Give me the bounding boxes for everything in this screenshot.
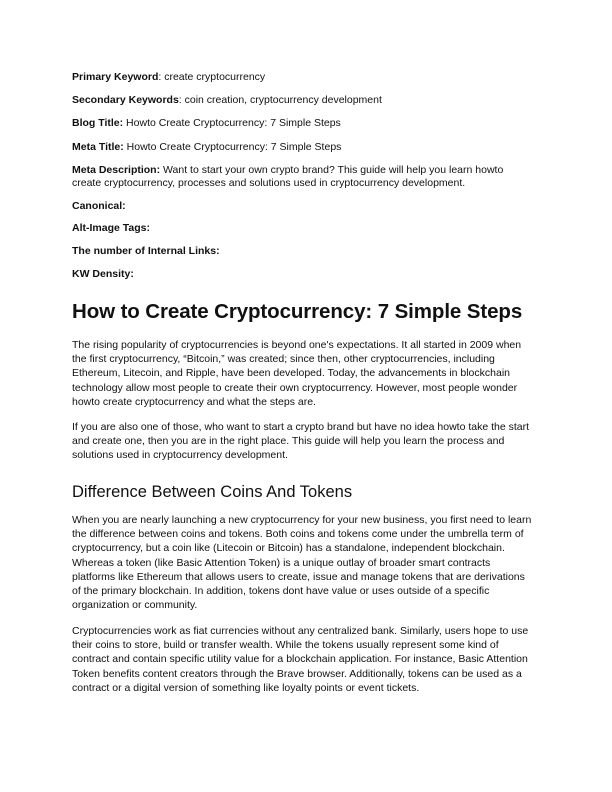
alt-image-tags-label: Alt-Image Tags: [72, 222, 150, 234]
blog-title-value: Howto Create Cryptocurrency: 7 Simple Steps [123, 117, 341, 129]
intro-paragraph-2: If you are also one of those, who want to start a crypto brand but have no idea howto take the start and create one, then you are in the right place. This guide will help you learn the process and solutions used in cryptocurrency development. [72, 421, 530, 462]
secondary-keywords-label: Secondary Keywords [72, 94, 179, 106]
primary-keyword-line [72, 71, 540, 84]
internal-links-line [72, 245, 540, 258]
alt-image-tags-line [72, 222, 540, 235]
canonical-label: Canonical: [72, 200, 126, 212]
meta-title-line [72, 141, 540, 154]
meta-title-label: Meta Title: [72, 141, 124, 153]
kw-density-line [72, 268, 540, 281]
internal-links-label: The number of Internal Links: [72, 245, 220, 257]
intro-paragraph-1: The rising popularity of cryptocurrencies is beyond one's expectations. It all started in 2009 when the first cryptocurrency, “Bitcoin,” was created; since then, other cryptocurrencies, including Ethereum, Litecoin, and Ripple, have been developed. Today, the advancements in blockchain technology allow most people to create their own cryptocurrency. However, most people wonder howto create cryptocurrency and what the steps are. [72, 339, 522, 408]
canonical-line [72, 200, 540, 213]
article-title: How to Create Cryptocurrency: 7 Simple Steps [72, 300, 523, 323]
meta-description-line [72, 164, 534, 190]
primary-keyword-label: Primary Keyword [72, 71, 159, 83]
meta-description-value: Want to start your own crypto brand? This guide will help you learn howto create cryptocurrency, processes and solutions used in cryptocurrency development. [72, 164, 504, 189]
meta-description-label: Meta Description: [72, 164, 161, 176]
secondary-keywords-line [72, 94, 540, 107]
section-paragraph-2: Cryptocurrencies work as fiat currencies without any centralized bank. Similarly, users hope to use their coins to store, build or transfer wealth. While the tokens usually represent some kind of contract and contain specific utility value for a blockchain application. For instance, Basic Attention Token benefits content creators through the Brave browser. Additionally, tokens can be used as a contract or a digital version of something like loyalty points or event tickets. [72, 625, 529, 694]
section-heading: Difference Between Coins And Tokens [72, 483, 353, 501]
blog-title-line [72, 117, 540, 130]
kw-density-label: KW Density: [72, 268, 134, 280]
blog-title-label: Blog Title: [72, 117, 124, 129]
secondary-keywords-value: : coin creation, cryptocurrency development [178, 94, 382, 106]
section-paragraph-1: When you are nearly launching a new cryptocurrency for your new business, you first need to learn the difference between coins and tokens. Both coins and tokens come under the umbrella term of cryptocurrency, but a coin like (Litecoin or Bitcoin) has a standalone, independent blockchain. Whereas a token (like Basic Attention Token) is a unique outlay of broader smart contracts platforms like Ethereum that allows users to create, issue and manage tokens that are derivations of the primary blockchain. In addition, tokens dont have value or uses outside of a specific organization or community. [72, 514, 532, 612]
meta-title-value: Howto Create Cryptocurrency: 7 Simple Steps [123, 141, 342, 153]
primary-keyword-value: : create cryptocurrency [158, 71, 266, 83]
